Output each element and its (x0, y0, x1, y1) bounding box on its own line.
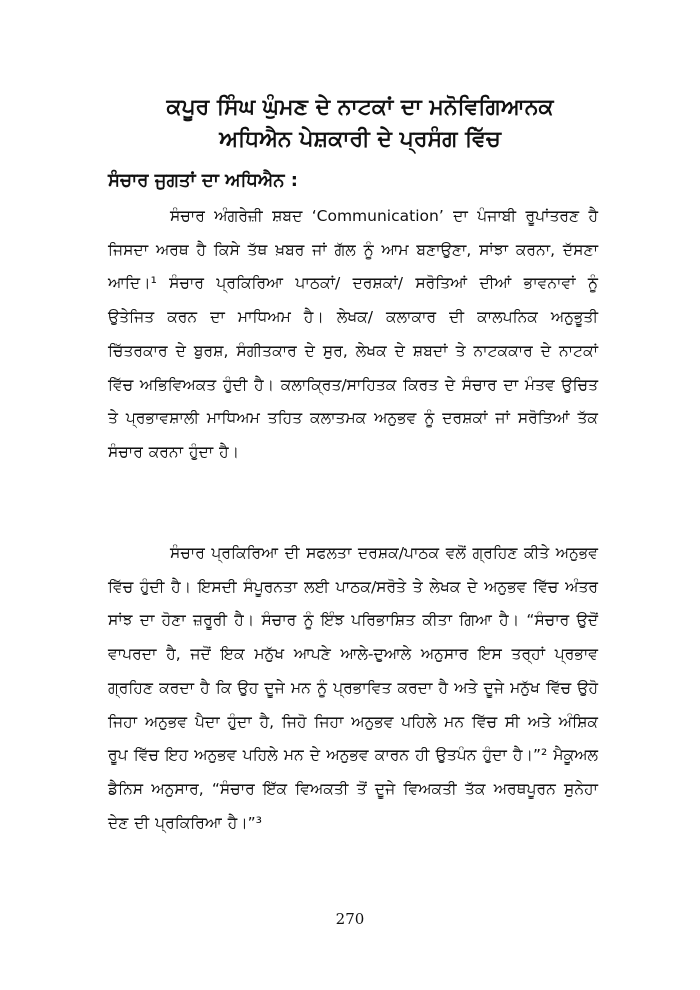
section-heading: ਸੰਚਾਰ ਜੁਗਤਾਂ ਦਾ ਅਧਿਐਨ : (108, 170, 298, 191)
page-title-line-2: ਅਧਿਐਨ ਪੇਸ਼ਕਾਰੀ ਦੇ ਪ੍ਰਸੰਗ ਵਿੱਚ (219, 127, 501, 152)
paragraph-1: ਸੰਚਾਰ ਅੰਗਰੇਜ਼ੀ ਸ਼ਬਦ ‘Communication’ ਦਾ ਪੰਜਾਬੀ ਰੂਪਾਂਤਰਣ ਹੈ ਜਿਸਦਾ ਅਰਥ ਹੈ ਕਿਸੇ ਤੱਥ ਖ਼ਬਰ ਜਾਂ ਗੱਲ ਨੂੰ ਆਮ ਬਣਾਉਣਾ, ਸਾਂਝਾ ਕਰਨਾ, ਦੱਸਣਾ ਆਦਿ।¹ ਸੰਚਾਰ ਪ੍ਰਕਿਰਿਆ ਪਾਠਕਾਂ/ ਦਰਸ਼ਕਾਂ/ ਸਰੋਤਿਆਂ ਦੀਆਂ ਭਾਵਨਾਵਾਂ ਨੂੰ ਉਤੇਜਿਤ ਕਰਨ ਦਾ ਮਾਧਿਅਮ ਹੈ। ਲੇਖਕ/ ਕਲਾਕਾਰ ਦੀ ਕਾਲਪਨਿਕ ਅਨੁਭੂਤੀ ਚਿੱਤਰਕਾਰ ਦੇ ਬੁਰਸ਼, ਸੰਗੀਤਕਾਰ ਦੇ ਸੁਰ, ਲੇਖਕ ਦੇ ਸ਼ਬਦਾਂ ਤੇ ਨਾਟਕਕਾਰ ਦੇ ਨਾਟਕਾਂ ਵਿੱਚ ਅਭਿਵਿਅਕਤ ਹੁੰਦੀ ਹੈ। ਕਲਾਕ੍ਰਿਤ/ਸਾਹਿਤਕ ਕਿਰਤ ਦੇ ਸੰਚਾਰ ਦਾ ਮੰਤਵ ਉਚਿਤ ਤੇ ਪ੍ਰਭਾਵਸ਼ਾਲੀ ਮਾਧਿਅਮ ਤਹਿਤ ਕਲਾਤਮਕ ਅਨੁਭਵ ਨੂੰ ਦਰਸ਼ਕਾਂ ਜਾਂ ਸਰੋਤਿਆਂ ਤੱਕ ਸੰਚਾਰ ਕਰਨਾ ਹੁੰਦਾ ਹੈ। (108, 207, 598, 461)
page-number: 270 (335, 910, 365, 928)
page-title-line-1: ਕਪੂਰ ਸਿੰਘ ਘੁੰਮਣ ਦੇ ਨਾਟਕਾਂ ਦਾ ਮਨੋਵਿਗਿਆਨਕ (166, 95, 554, 120)
paragraph-2: ਸੰਚਾਰ ਪ੍ਰਕਿਰਿਆ ਦੀ ਸਫਲਤਾ ਦਰਸ਼ਕ/ਪਾਠਕ ਵਲੋਂ ਗ੍ਰਹਿਣ ਕੀਤੇ ਅਨੁਭਵ ਵਿੱਚ ਹੁੰਦੀ ਹੈ। ਇਸਦੀ ਸੰਪੂਰਨਤਾ ਲਈ ਪਾਠਕ/ਸਰੋਤੇ ਤੇ ਲੇਖਕ ਦੇ ਅਨੁਭਵ ਵਿੱਚ ਅੰਤਰ ਸਾਂਝ ਦਾ ਹੋਣਾ ਜ਼ਰੂਰੀ ਹੈ। ਸੰਚਾਰ ਨੂੰ ਇੰਝ ਪਰਿਭਾਸ਼ਿਤ ਕੀਤਾ ਗਿਆ ਹੈ। “ਸੰਚਾਰ ਉਦੋਂ ਵਾਪਰਦਾ ਹੈ, ਜਦੋਂ ਇਕ ਮਨੁੱਖ ਆਪਣੇ ਆਲੇ-ਦੁਆਲੇ ਅਨੁਸਾਰ ਇਸ ਤਰ੍ਹਾਂ ਪ੍ਰਭਾਵ ਗ੍ਰਹਿਣ ਕਰਦਾ ਹੈ ਕਿ ਉਹ ਦੂਜੇ ਮਨ ਨੂੰ ਪ੍ਰਭਾਵਿਤ ਕਰਦਾ ਹੈ ਅਤੇ ਦੂਜੇ ਮਨੁੱਖ ਵਿੱਚ ਉਹੋ ਜਿਹਾ ਅਨੁਭਵ ਪੈਦਾ ਹੁੰਦਾ ਹੈ, ਜਿਹੋ ਜਿਹਾ ਅਨੁਭਵ ਪਹਿਲੇ ਮਨ ਵਿੱਚ ਸੀ ਅਤੇ ਅੰਸ਼ਿਕ ਰੂਪ ਵਿੱਚ ਇਹ ਅਨੁਭਵ ਪਹਿਲੇ ਮਨ ਦੇ ਅਨੁਭਵ ਕਾਰਨ ਹੀ ਉਤਪੰਨ ਹੁੰਦਾ ਹੈ।”² ਮੈਕੂਅਲ ਡੈਨਿਸ ਅਨੁਸਾਰ, “ਸੰਚਾਰ ਇੱਕ ਵਿਅਕਤੀ ਤੋਂ ਦੂਜੇ ਵਿਅਕਤੀ ਤੱਕ ਅਰਥਪੂਰਨ ਸੁਨੇਹਾ ਦੇਣ ਦੀ ਪ੍ਰਕਿਰਿਆ ਹੈ।”³ (108, 544, 598, 832)
